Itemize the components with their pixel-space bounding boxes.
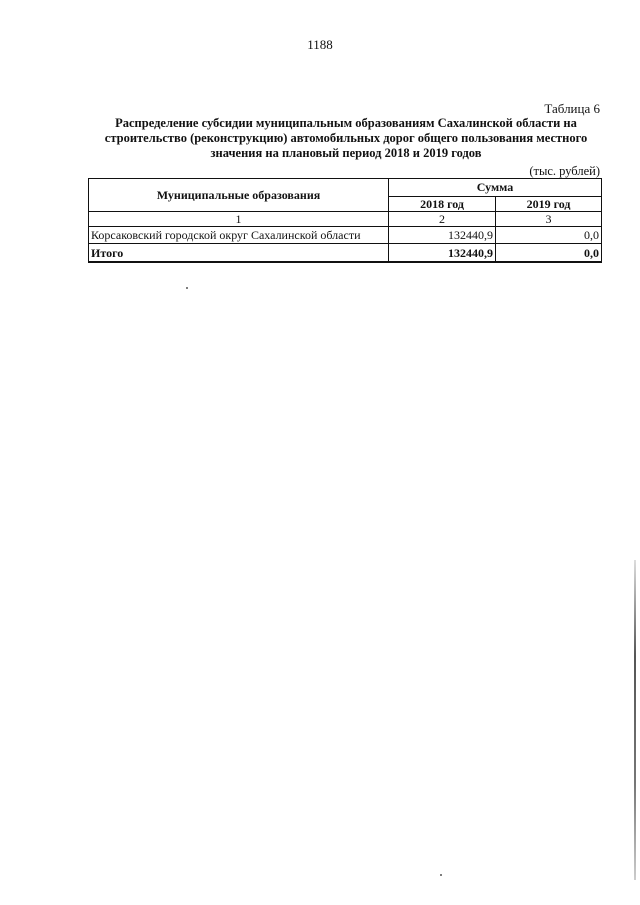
scan-speck [440, 874, 442, 876]
header-year-2018: 2018 год [389, 196, 496, 211]
municipality-name: Корсаковский городской округ Сахалинской области [89, 227, 389, 244]
value-2018: 132440,9 [389, 227, 496, 244]
title-line: Распределение субсидии муниципальным образованиям Сахалинской области на [115, 116, 577, 130]
table-label: Таблица 6 [544, 101, 600, 116]
total-2018: 132440,9 [389, 244, 496, 263]
total-row [89, 244, 602, 263]
header-municipalities: Муниципальные образования [89, 179, 389, 212]
page-number: 1188 [307, 37, 333, 52]
total-2019: 0,0 [496, 244, 602, 263]
unit-label: (тыс. рублей) [529, 164, 600, 178]
column-number: 3 [496, 212, 602, 227]
subsidy-table [88, 178, 602, 263]
value-2019: 0,0 [496, 227, 602, 244]
column-number: 2 [389, 212, 496, 227]
total-label: Итого [89, 244, 389, 263]
column-number: 1 [89, 212, 389, 227]
title-line: строительство (реконструкцию) автомобильных дорог общего пользования местного [104, 131, 588, 145]
column-number-row [89, 212, 602, 227]
header-sum: Сумма [389, 179, 602, 197]
document-title [86, 116, 606, 161]
header-year-2019: 2019 год [496, 196, 602, 211]
scan-speck [186, 287, 188, 289]
scan-edge-mark [634, 560, 636, 880]
title-line: значения на плановый период 2018 и 2019 годов [210, 146, 482, 160]
table-row [89, 227, 602, 244]
